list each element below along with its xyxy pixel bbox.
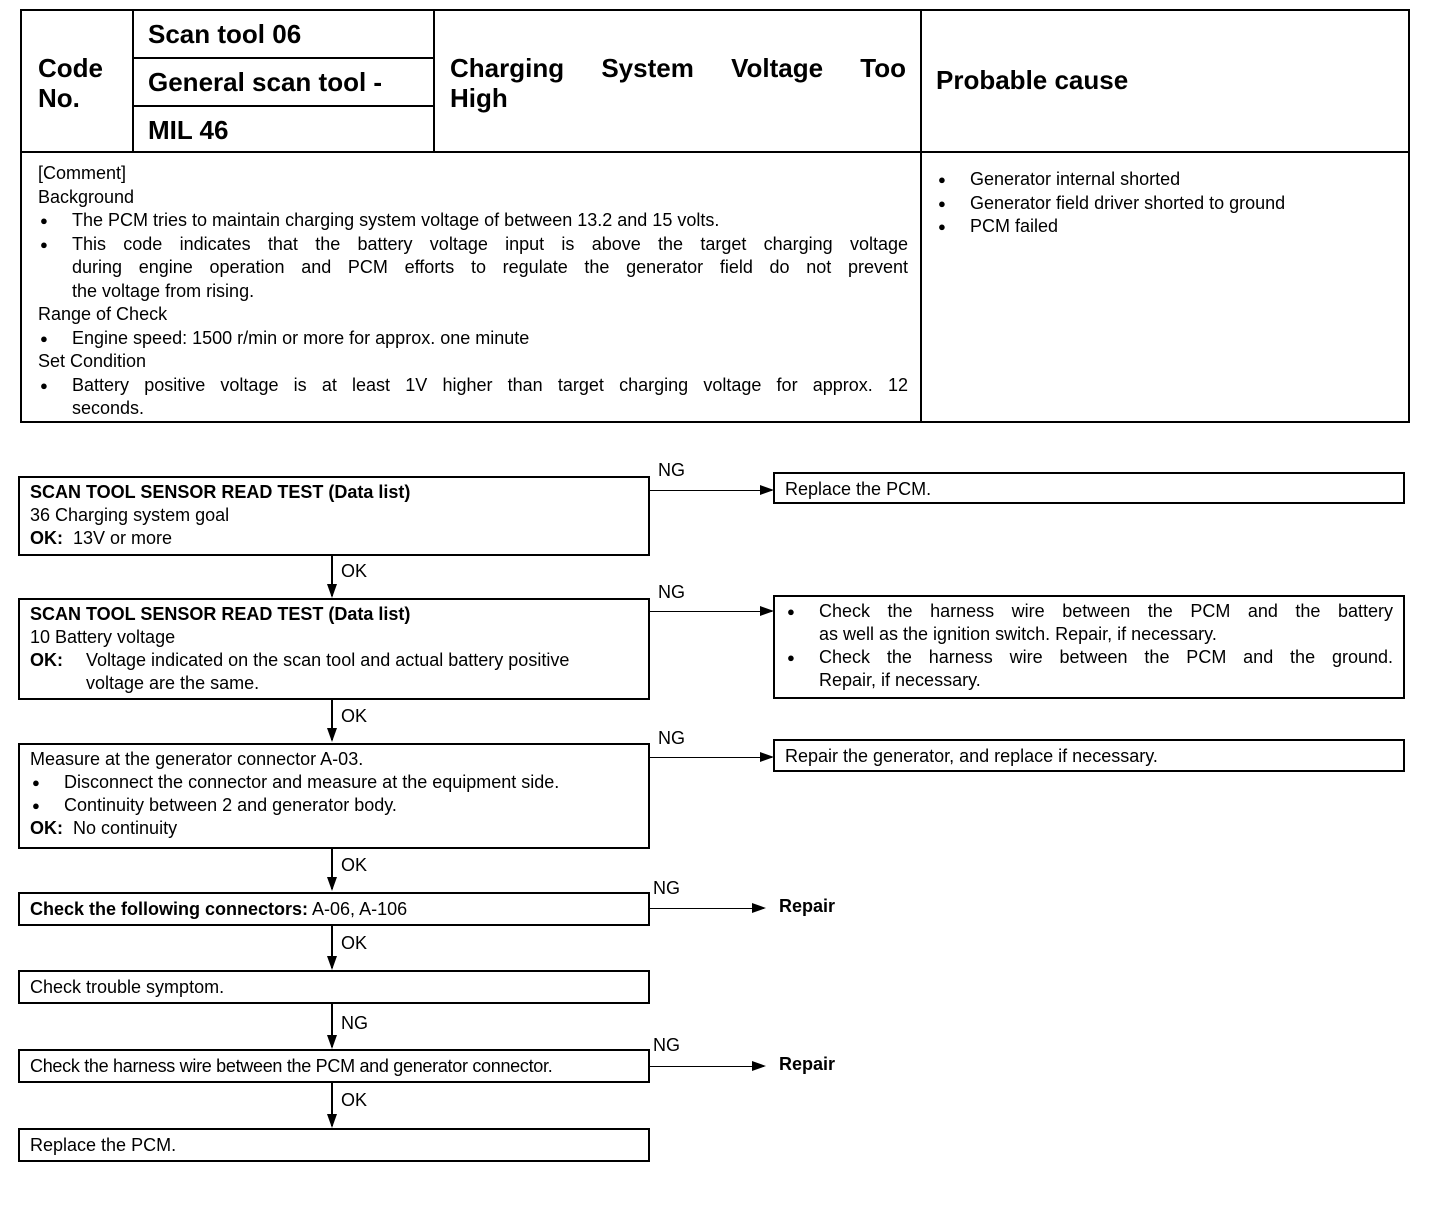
probable-cause-item: ● PCM failed bbox=[936, 215, 1285, 239]
background-bullet: ● This code indicates that the battery voltage input is above the target charging voltage during engine operation and PCM efforts to regulate the generator field do not prevent the voltage from rising. bbox=[38, 233, 908, 304]
ok-label: OK bbox=[341, 933, 368, 953]
ng-label: NG bbox=[653, 1035, 680, 1055]
set-condition-bullet: ● Battery positive voltage is at least 1V higher than target charging voltage for approx. 12 seconds. bbox=[38, 374, 908, 421]
step-2-ng-action bbox=[773, 595, 1405, 699]
step-3-ng-action: Repair the generator, and replace if necessary. bbox=[773, 739, 1405, 772]
ng-arrow bbox=[650, 611, 772, 612]
ok-arrow bbox=[331, 849, 333, 889]
ng-arrow bbox=[650, 908, 764, 909]
step-7-box: Replace the PCM. bbox=[18, 1128, 650, 1162]
range-heading: Range of Check bbox=[38, 304, 168, 324]
divider bbox=[920, 11, 922, 421]
dtc-header-table bbox=[20, 9, 1410, 423]
step-1-box: SCAN TOOL SENSOR READ TEST (Data list) 36 Charging system goal OK: 13V or more bbox=[18, 476, 650, 556]
divider bbox=[132, 105, 434, 107]
repair-action: Repair bbox=[779, 1054, 836, 1074]
comment-section bbox=[38, 162, 908, 421]
step-6-box: Check the harness wire between the PCM and generator connector. bbox=[18, 1049, 650, 1083]
step-5-box: Check trouble symptom. bbox=[18, 970, 650, 1004]
ng-label: NG bbox=[658, 728, 685, 748]
probable-cause-list bbox=[936, 168, 1285, 239]
ng-arrow bbox=[650, 1066, 764, 1067]
ok-arrow bbox=[331, 1083, 333, 1126]
ng-label: NG bbox=[658, 582, 685, 602]
ok-label: OK bbox=[341, 1090, 368, 1110]
probable-cause-item: ● Generator field driver shorted to ground bbox=[936, 192, 1285, 216]
ok-label: OK bbox=[341, 706, 368, 726]
step-4-box: Check the following connectors: A-06, A-106 bbox=[18, 892, 650, 926]
ok-label: OK bbox=[341, 561, 368, 581]
probable-cause-item: ● Generator internal shorted bbox=[936, 168, 1285, 192]
divider bbox=[132, 11, 134, 153]
step-1-ng-action: Replace the PCM. bbox=[773, 472, 1405, 504]
range-bullet: ● Engine speed: 1500 r/min or more for approx. one minute bbox=[38, 327, 908, 351]
code-number-label: Code No. bbox=[38, 53, 103, 113]
divider bbox=[433, 11, 435, 153]
general-scan-tool-code: General scan tool - bbox=[148, 67, 383, 97]
ok-arrow bbox=[331, 556, 333, 596]
ng-arrow bbox=[331, 1004, 333, 1047]
set-condition-heading: Set Condition bbox=[38, 351, 147, 371]
step-2-box: SCAN TOOL SENSOR READ TEST (Data list) 10 Battery voltage OK: Voltage indicated on the scan tool and actual battery positive voltage are the same. bbox=[18, 598, 650, 700]
dtc-title: Charging System Voltage Too High bbox=[450, 53, 906, 113]
comment-label: [Comment] bbox=[38, 163, 127, 183]
ng-label: NG bbox=[341, 1013, 368, 1033]
mil-code: MIL 46 bbox=[148, 115, 229, 145]
ok-arrow bbox=[331, 926, 333, 968]
background-heading: Background bbox=[38, 186, 135, 207]
ng-action-bullet: ● Check the harness wire between the PCM and the ground. Repair, if necessary. bbox=[785, 646, 1393, 692]
ng-arrow bbox=[650, 757, 772, 758]
ok-label: OK bbox=[341, 855, 368, 875]
ng-arrow bbox=[650, 490, 772, 491]
ng-action-bullet: ● Check the harness wire between the PCM and the battery as well as the ignition switch. Repair, if necessary. bbox=[785, 600, 1393, 646]
divider bbox=[132, 57, 434, 59]
divider bbox=[22, 151, 1410, 153]
ng-label: NG bbox=[653, 878, 680, 898]
ng-label: NG bbox=[658, 460, 685, 480]
background-bullet: ● The PCM tries to maintain charging system voltage of between 13.2 and 15 volts. bbox=[38, 209, 908, 233]
ok-arrow bbox=[331, 700, 333, 740]
step-3-box: Measure at the generator connector A-03. ● Disconnect the connector and measure at the equipment side. ● Continuity between 2 and generator body. OK: No continuity bbox=[18, 743, 650, 849]
repair-action: Repair bbox=[779, 896, 836, 916]
scan-tool-code: Scan tool 06 bbox=[148, 19, 302, 49]
probable-cause-heading: Probable cause bbox=[936, 65, 1129, 95]
